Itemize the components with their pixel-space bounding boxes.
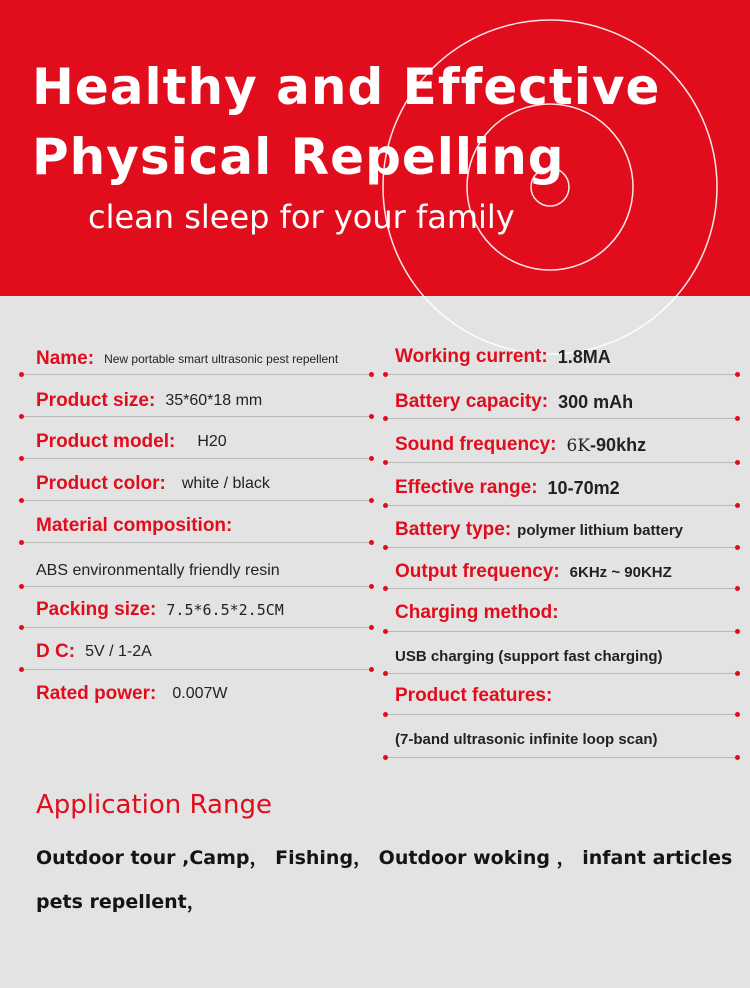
divider [386,374,736,375]
divider-dot [735,460,740,465]
spec-label: Sound frequency: [395,434,557,455]
spec-product-features [395,677,735,715]
spec-value: polymer lithium battery [517,521,684,539]
spec-label: Product size: [36,390,156,411]
headline-line-2: Physical Repelling [32,128,565,186]
divider-dot [19,456,24,461]
spec-value: 10-70m2 [547,477,620,498]
spec-value: 1.8MA [557,346,611,367]
hero-banner [0,0,750,296]
spec-label: Charging method: [395,602,559,623]
spec-product-color [36,465,372,503]
divider [22,627,370,628]
spec-charging-method [395,594,735,632]
divider-dot [369,667,374,672]
divider [386,462,736,463]
spec-label: Battery type: [395,519,512,540]
spec-value: 6KHz ~ 90KHZ [569,563,672,581]
spec-output-frequency [395,553,735,591]
spec-value: white / black [181,475,270,492]
spec-dc [36,633,372,671]
spec-features-value [395,720,735,758]
divider [386,547,736,548]
divider-dot [369,584,374,589]
divider-dot [735,629,740,634]
divider [386,418,736,419]
spec-product-size [36,382,372,420]
divider-dot [19,372,24,377]
spec-label: Product model: [36,431,176,452]
divider-dot [735,586,740,591]
application-range-line-2: pets repellent， [36,891,206,913]
divider-dot [735,545,740,550]
spec-effective-range [395,469,735,507]
divider-dot [369,456,374,461]
spec-value: H20 [197,433,227,450]
divider [386,673,736,674]
spec-value [567,435,647,456]
divider [22,586,370,587]
divider [386,588,736,589]
spec-value-part: -90khz [590,434,647,455]
spec-label: D C: [36,641,76,662]
divider [22,500,370,501]
spec-label: Battery capacity: [395,391,549,412]
divider-dot [735,372,740,377]
divider [22,542,370,543]
divider [386,631,736,632]
spec-product-model [36,423,372,461]
spec-value: 0.007W [172,685,228,702]
spec-label: Effective range: [395,477,538,498]
divider [22,416,370,417]
spec-battery-capacity [395,383,735,421]
spec-name [36,340,372,378]
spec-battery-type [395,511,735,549]
spec-material-value [36,552,372,590]
divider-dot [735,671,740,676]
application-range-title: Application Range [36,790,272,820]
divider-dot [369,540,374,545]
divider-dot [383,545,388,550]
spec-label: Rated power: [36,683,157,704]
divider [22,669,370,670]
spec-label: Product color: [36,473,166,494]
divider [386,505,736,506]
spec-rated-power [36,675,372,713]
spec-label: Output frequency: [395,561,560,582]
divider-dot [19,498,24,503]
spec-label: Working current: [395,346,548,367]
divider [386,757,736,758]
spec-value: 7.5*6.5*2.5CM [166,601,284,619]
headline-line-1: Healthy and Effective [32,58,661,116]
divider-dot [369,498,374,503]
spec-value: (7-band ultrasonic infinite loop scan) [395,730,658,748]
spec-label: Packing size: [36,599,157,620]
divider [386,714,736,715]
spec-label: Material composition: [36,515,233,536]
spec-packing-size [36,591,372,629]
divider-dot [369,414,374,419]
divider-dot [383,416,388,421]
spec-value-part: 6K [566,435,591,456]
divider-dot [19,667,24,672]
spec-label: Name: [36,348,95,369]
divider-dot [383,460,388,465]
divider-dot [19,414,24,419]
spec-working-current [395,338,735,376]
divider-dot [735,755,740,760]
divider-dot [369,625,374,630]
divider-dot [383,712,388,717]
divider-dot [383,629,388,634]
spec-value: 5V / 1-2A [85,643,152,660]
divider-dot [735,712,740,717]
divider [22,374,370,375]
divider [22,458,370,459]
spec-sound-frequency [395,426,735,464]
divider-dot [383,671,388,676]
tagline: clean sleep for your family [88,198,515,236]
application-range-line-1: Outdoor tour ,Camp， Fishing， Outdoor woking ， infant articles [36,847,733,869]
spec-value: 35*60*18 mm [165,392,263,409]
divider-dot [735,503,740,508]
spec-value: ABS environmentally friendly resin [36,562,280,579]
divider-dot [735,416,740,421]
divider-dot [383,755,388,760]
spec-label: Product features: [395,685,553,706]
spec-charging-value [395,637,735,675]
spec-value: USB charging (support fast charging) [395,647,663,665]
spec-value: 300 mAh [558,391,634,412]
divider-dot [19,584,24,589]
divider-dot [383,503,388,508]
spec-value: New portable smart ultrasonic pest repellent [104,352,339,366]
divider-dot [19,540,24,545]
divider-dot [19,625,24,630]
divider-dot [369,372,374,377]
spec-material [36,507,372,545]
divider-dot [383,372,388,377]
divider-dot [383,586,388,591]
